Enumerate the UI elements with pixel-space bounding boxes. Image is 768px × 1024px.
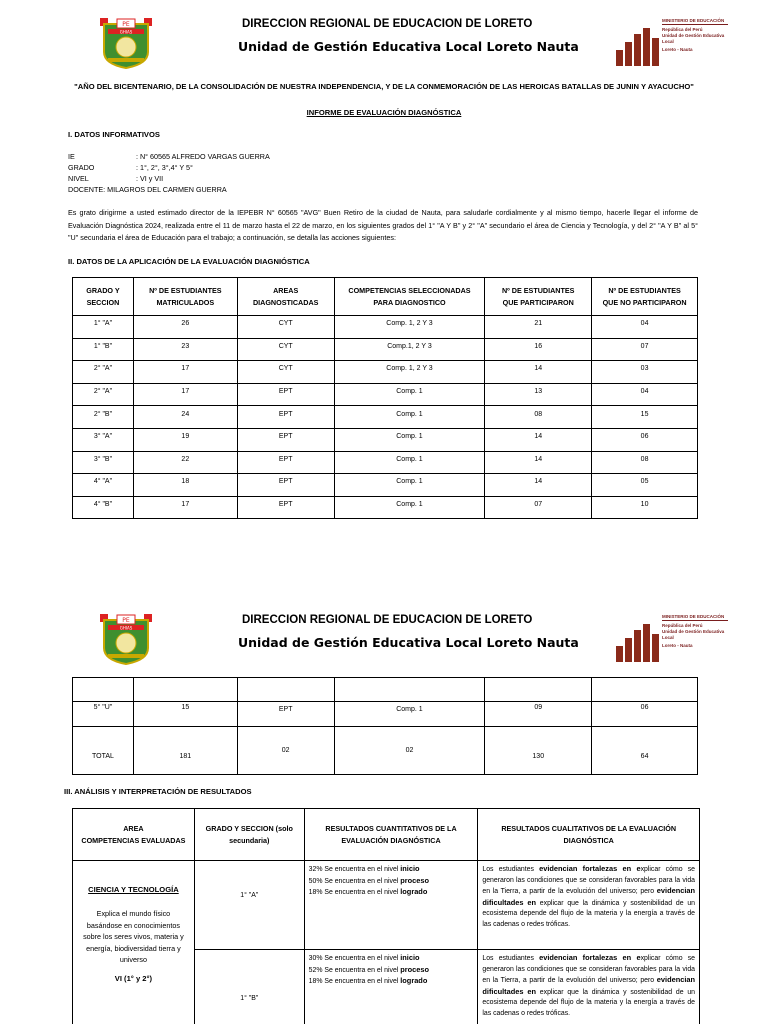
table-cell: 15 (592, 406, 698, 429)
table-cell: 1° "A" (73, 316, 134, 339)
table-cell: 16 (485, 338, 592, 361)
table-cell: Comp. 1, 2 Y 3 (334, 361, 485, 384)
ministry-logo (616, 18, 728, 68)
table-cell: Comp. 1, 2 Y 3 (334, 316, 485, 339)
table-cell: 17 (133, 383, 237, 406)
table-row (73, 474, 698, 497)
ministry-bars-icon (616, 624, 660, 662)
svg-text:PE: PE (122, 617, 130, 624)
table-cell: 07 (485, 496, 592, 519)
table-cell: EPT (237, 428, 334, 451)
institution-shield-logo (98, 610, 154, 666)
table-cell: CYT (237, 361, 334, 384)
table-cell: 14 (485, 428, 592, 451)
area-description: Explica el mundo físico basándose en conocimientos sobre los seres vivos, materia y energía, biodiversidad tierra y universo (83, 909, 184, 964)
table-cell: 04 (592, 383, 698, 406)
area-name: CIENCIA Y TECNOLOGÍA (88, 885, 179, 894)
table-cell: CYT (237, 338, 334, 361)
svg-text:GHIAS: GHIAS (119, 625, 133, 631)
table-cell: 03 (592, 361, 698, 384)
document-page-2 (0, 560, 768, 1024)
table-cell: 07 (592, 338, 698, 361)
table-row (73, 428, 698, 451)
table-cell: 26 (133, 316, 237, 339)
col-header-not-participated: Nº DE ESTUDIANTES QUE NO PARTICIPARON (592, 278, 698, 316)
table-cell: EPT (237, 406, 334, 429)
info-block (68, 151, 270, 195)
table-cell: Comp. 1 (334, 406, 485, 429)
col-header-grade-section: GRADO Y SECCION (solo secundaria) (194, 809, 304, 861)
table-cell: 04 (592, 316, 698, 339)
col-header-grade: GRADO Y SECCION (73, 278, 134, 316)
col-header-qualitative: RESULTADOS CUALITATIVOS DE LA EVALUACIÓN DIAGNÓSTICA (478, 809, 700, 861)
table-cell: Comp. 1 (334, 496, 485, 519)
table-cell: EPT (237, 383, 334, 406)
col-header-areas: AREAS DIAGNOSTICADAS (237, 278, 334, 316)
table-cell: 13 (485, 383, 592, 406)
table-cell: 1° "B" (73, 338, 134, 361)
table-cell: Comp. 1 (334, 383, 485, 406)
table-cell: 23 (133, 338, 237, 361)
table-cell: 06 (592, 428, 698, 451)
table-row-empty (73, 678, 698, 702)
table-cell: 3° "B" (73, 451, 134, 474)
grade-cell: 1° "A" (194, 861, 304, 950)
section-heading-2: II. DATOS DE LA APLICACIÓN DE LA EVALUACIÓN DIAGNIÓSTICA (68, 257, 310, 266)
institution-shield-logo (98, 14, 154, 70)
table-cell: Comp.1, 2 Y 3 (334, 338, 485, 361)
table-row (73, 496, 698, 519)
table-cell: 08 (485, 406, 592, 429)
header-title-dre: DIRECCION REGIONAL DE EDUCACION DE LORETO (242, 18, 533, 30)
page-header (0, 12, 768, 72)
quantitative-cell: 32% Se encuentra en el nivel inicio 50% Se encuentra en el nivel proceso 18% Se encuentra en el nivel logrado (304, 861, 478, 950)
table-cell: 4° "B" (73, 496, 134, 519)
section-heading-1: I. DATOS INFORMATIVOS (68, 130, 160, 139)
ministry-bars-icon (616, 28, 660, 66)
ministry-logo-text: MINISTERIO DE EDUCACIÓN República del Perú Unidad de Gestión Educativa Local Loreto - Nauta (662, 18, 728, 53)
header-title-ugel: Unidad de Gestión Educativa Local Loreto Nauta (238, 39, 579, 54)
application-data-table-continued (72, 677, 698, 775)
info-row: NIVEL : VI y VII (68, 174, 164, 183)
table-cell: 17 (133, 496, 237, 519)
table-cell: 2° "B" (73, 406, 134, 429)
area-cell (73, 861, 195, 1024)
table-cell: Comp. 1 (334, 451, 485, 474)
ministry-logo-text: MINISTERIO DE EDUCACIÓN República del Perú Unidad de Gestión Educativa Local Loreto - Nauta (662, 614, 728, 649)
grade-cell: 1° "B" (194, 950, 304, 1024)
table-cell: 24 (133, 406, 237, 429)
table-row (73, 451, 698, 474)
quantitative-cell: 30% Se encuentra en el nivel inicio 52% Se encuentra en el nivel proceso 18% Se encuentra en el nivel logrado (304, 950, 478, 1024)
table-cell: 14 (485, 474, 592, 497)
table-row (73, 338, 698, 361)
intro-paragraph: Es grato dirigirme a usted estimado director de la IEPEBR N° 60565 "AVG" Buen Retiro de la ciudad de Nauta, para saludarle cordialmente y al mismo tiempo, hacerle llegar el informe de Evaluación Diagnóstica 2024, realizada entre el 11 de marzo hasta el 22 de marzo, en los siguientes grados del 1° "A Y B" y 2° "A" secundario el área de Ciencia y Tecnología, y del 2° "A Y B" al 5° "U" secundaria el área de Educación para el trabajo; a continuación, se detalla las acciones siguientes: (68, 208, 698, 243)
table-cell: EPT (237, 474, 334, 497)
table-row-total: TOTAL 181 02 02 130 64 (73, 727, 698, 775)
info-row: DOCENTE : MILAGROS DEL CARMEN GUERRA (68, 185, 227, 194)
svg-text:GHIAS: GHIAS (119, 29, 133, 35)
section-heading-3: III. ANÁLISIS Y INTERPRETACIÓN DE RESULTADOS (64, 787, 252, 796)
table-cell: Comp. 1 (334, 474, 485, 497)
svg-text:PE: PE (122, 21, 130, 28)
area-level: VI (1° y 2°) (114, 973, 153, 983)
report-title: INFORME DE EVALUACIÓN DIAGNÓSTICA (306, 108, 462, 117)
table-cell: 17 (133, 361, 237, 384)
results-analysis-table (72, 808, 700, 1024)
col-header-participated: Nº DE ESTUDIANTES QUE PARTICIPARON (485, 278, 592, 316)
page-header (0, 608, 768, 668)
col-header-quantitative: RESULTADOS CUANTITATIVOS DE LA EVALUACIÓN DIAGNÓSTICA (304, 809, 478, 861)
ministry-logo (616, 614, 728, 664)
table-cell: CYT (237, 316, 334, 339)
table-row (73, 406, 698, 429)
table-cell: 21 (485, 316, 592, 339)
table-cell: 19 (133, 428, 237, 451)
col-header-competencies: COMPETENCIAS SELECCIONADAS PARA DIAGNOSTICO (334, 278, 485, 316)
table-cell: 2° "A" (73, 361, 134, 384)
table-cell: 4° "A" (73, 474, 134, 497)
table-row (73, 383, 698, 406)
info-row: IE : N° 60565 ALFREDO VARGAS GUERRA (68, 152, 270, 161)
table-cell: EPT (237, 451, 334, 474)
table-cell: Comp. 1 (334, 428, 485, 451)
col-header-area: AREA COMPETENCIAS EVALUADAS (73, 809, 195, 861)
table-row (73, 316, 698, 339)
table-row (73, 861, 700, 950)
table-cell: 14 (485, 451, 592, 474)
qualitative-cell: Los estudiantes evidencian fortalezas en explicar cómo se generaron las condiciones que se consideran favorables para la vida en la Tierra, a partir de la evolución del universo; pero evidencian dificultades en explicar que la dinámica y sostenibilidad de un ecosistema depende del flujo de la materia y la energía a través de las cadenas o redes tróficas. (478, 950, 700, 1024)
year-motto: "AÑO DEL BICENTENARIO, DE LA CONSOLIDACIÓN DE NUESTRA INDEPENDENCIA, Y DE LA CONMEMORACIÓN DE LAS HEROICAS BATALLAS DE JUNIN Y AYACUCHO" (74, 82, 694, 91)
table-cell: 08 (592, 451, 698, 474)
header-title-dre: DIRECCION REGIONAL DE EDUCACION DE LORETO (242, 614, 533, 626)
table-cell: 05 (592, 474, 698, 497)
table-cell: EPT (237, 496, 334, 519)
table-cell: 2° "A" (73, 383, 134, 406)
table-cell: 18 (133, 474, 237, 497)
table-cell: 14 (485, 361, 592, 384)
table-row: 5° "U" 15 EPT Comp. 1 09 06 (73, 702, 698, 727)
table-row (73, 361, 698, 384)
header-title-ugel: Unidad de Gestión Educativa Local Loreto Nauta (238, 635, 579, 650)
table-cell: 3° "A" (73, 428, 134, 451)
info-row: GRADO : 1°, 2°, 3°,4° Y 5° (68, 163, 193, 172)
application-data-table (72, 277, 698, 519)
table-cell: 10 (592, 496, 698, 519)
col-header-enrolled: Nº DE ESTUDIANTES MATRICULADOS (133, 278, 237, 316)
qualitative-cell: Los estudiantes evidencian fortalezas en explicar cómo se generaron las condiciones que se consideran favorables para la vida en la Tierra, a partir de la evolución del universo; pero evidencian dificultades en explicar que la dinámica y sostenibilidad de un ecosistema depende del flujo de la materia y la energía a través de las cadenas o redes tróficas. (478, 861, 700, 950)
table-cell: 22 (133, 451, 237, 474)
